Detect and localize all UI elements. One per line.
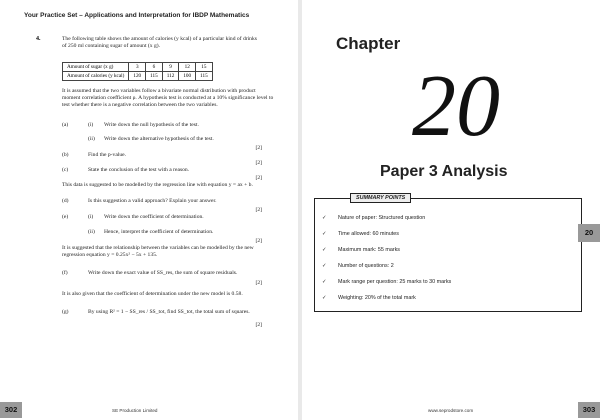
- check-icon: ✓: [322, 215, 327, 221]
- part-g-text: By using R² = 1 − SS_res / SS_tot, find SS_tot, the total sum of squares.: [88, 309, 250, 315]
- chapter-side-tab: 20: [578, 224, 600, 242]
- check-icon: ✓: [322, 295, 327, 301]
- part-b-text: Find the p-value.: [88, 152, 127, 158]
- mark-allocation: [2]: [255, 160, 262, 166]
- part-label: (e): [62, 214, 69, 220]
- summary-item: Number of questions: 2: [338, 263, 394, 269]
- mark-allocation: [2]: [255, 145, 262, 151]
- subpart-label: (ii): [88, 136, 95, 142]
- table-cell: 9: [162, 63, 179, 72]
- table-cell: 120: [129, 72, 146, 81]
- summary-item: Mark range per question: 25 marks to 30 marks: [338, 279, 452, 285]
- page-number: 302: [0, 402, 22, 418]
- part-d-text: Is this suggestion a valid approach? Explain your answer.: [88, 198, 217, 204]
- page-number: 303: [578, 402, 600, 418]
- mark-allocation: [2]: [255, 175, 262, 181]
- table-row: [63, 63, 213, 72]
- check-icon: ✓: [322, 231, 327, 237]
- table-cell: 15: [196, 63, 213, 72]
- part-label: (f): [62, 270, 68, 276]
- summary-item: Nature of paper: Structured question: [338, 215, 426, 221]
- table-cell: 112: [162, 72, 179, 81]
- table-cell: 115: [196, 72, 213, 81]
- paragraph-coefficient: It is also given that the coefficient of determination under the new model is 0.58.: [62, 291, 243, 297]
- question-intro: The following table shows the amount of calories (y kcal) of a particular kind of drinks of 250 ml containing sugar of amount (x g).: [62, 36, 257, 49]
- mark-allocation: [2]: [255, 238, 262, 244]
- table-cell: 100: [179, 72, 196, 81]
- paragraph-regression: This data is suggested to be modelled by the regression line with equation y = ax + b.: [62, 182, 253, 188]
- running-header: Your Practice Set – Applications and Interpretation for IBDP Mathematics: [24, 12, 250, 19]
- subpart-label: (i): [88, 122, 94, 128]
- data-table: [62, 62, 213, 81]
- chapter-label: Chapter: [336, 34, 401, 53]
- part-label: (a): [62, 122, 69, 128]
- part-label: (c): [62, 167, 69, 173]
- table-cell: 115: [146, 72, 163, 81]
- part-f-text: Write down the exact value of SS_res, the sum of square residuals.: [88, 270, 238, 276]
- table-row-label: Amount of calories (y kcal): [63, 72, 129, 81]
- question-number: 4.: [36, 36, 41, 42]
- footer-text: www.seprodstore.com: [428, 408, 474, 413]
- paragraph-new-model: It is suggested that the relationship between the variables can be modelled by the new regression equation y = 0.25x² − 5x + 135.: [62, 245, 254, 258]
- summary-tag: SUMMARY POINTS: [350, 193, 411, 203]
- mark-allocation: [2]: [255, 207, 262, 213]
- chapter-title: Paper 3 Analysis: [380, 163, 508, 180]
- table-cell: 3: [129, 63, 146, 72]
- check-icon: ✓: [322, 263, 327, 269]
- table-cell: 6: [146, 63, 163, 72]
- part-a-ii-text: Write down the alternative hypothesis of the test.: [104, 136, 214, 142]
- right-page: [302, 0, 600, 420]
- subpart-label: (ii): [88, 229, 95, 235]
- subpart-label: (i): [88, 214, 94, 220]
- summary-item: Time allowed: 60 minutes: [338, 231, 399, 237]
- chapter-number: 20: [412, 58, 500, 155]
- mark-allocation: [2]: [255, 322, 262, 328]
- table-row: [63, 72, 213, 81]
- part-label: (d): [62, 198, 69, 204]
- left-page: [0, 0, 298, 420]
- check-icon: ✓: [322, 279, 327, 285]
- part-label: (b): [62, 152, 69, 158]
- table-cell: 12: [179, 63, 196, 72]
- part-e-ii-text: Hence, interpret the coefficient of determination.: [104, 229, 214, 235]
- part-c-text: State the conclusion of the test with a reason.: [88, 167, 190, 173]
- mark-allocation: [2]: [255, 280, 262, 286]
- summary-item: Maximum mark: 55 marks: [338, 247, 401, 253]
- table-row-label: Amount of sugar (x g): [63, 63, 129, 72]
- summary-item: Weighting: 20% of the total mark: [338, 295, 416, 301]
- part-label: (g): [62, 309, 69, 315]
- paragraph-assumption: It is assumed that the two variables follow a bivariate normal distribution with product moment correlation coefficient ρ. A hypothesis test is conducted at a 10% significance level to test whether there is a negative correlation between the two variables.: [62, 88, 274, 108]
- part-e-i-text: Write down the coefficient of determination.: [104, 214, 204, 220]
- part-a-i-text: Write down the null hypothesis of the test.: [104, 122, 199, 128]
- footer-text: SE Production Limited: [112, 408, 158, 413]
- check-icon: ✓: [322, 247, 327, 253]
